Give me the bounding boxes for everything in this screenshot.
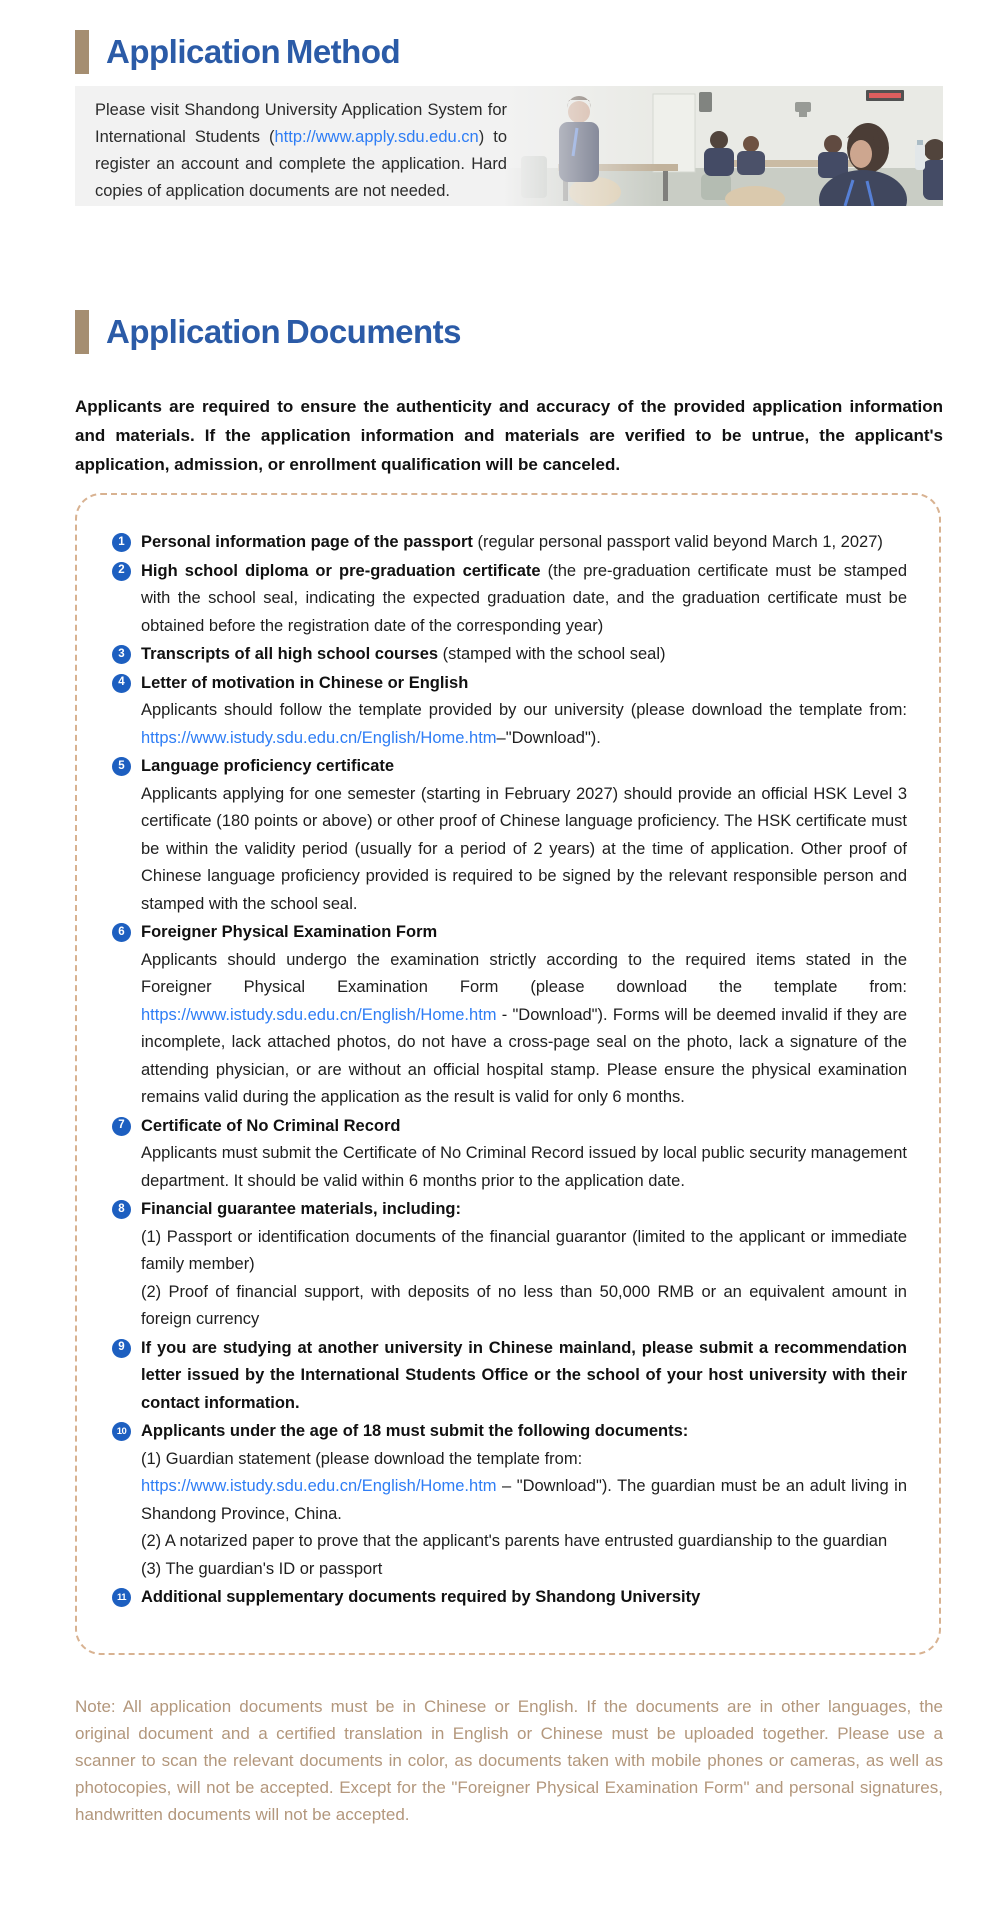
document-item-8 [112, 1196, 907, 1334]
classroom-photo-illustration [503, 86, 943, 206]
application-documents-title: Application Documents [106, 312, 462, 350]
item-detail: https://www.istudy.sdu.edu.cn/English/Home.htm – "Download"). The guardian must be an adult living in Shandong Province, China. [141, 1477, 907, 1523]
istudy-download-link[interactable]: https://www.istudy.sdu.edu.cn/English/Home.htm [141, 728, 497, 747]
item-title: Certificate of No Criminal Record [141, 1116, 401, 1135]
document-item-1 [112, 529, 907, 557]
item-number-badge: 11 [112, 1588, 131, 1607]
item-number-badge: 7 [112, 1117, 131, 1136]
application-method-title: Application Method [106, 32, 401, 70]
item-number-badge: 9 [112, 1339, 131, 1358]
document-item-6 [112, 919, 907, 1112]
item-detail: Applicants applying for one semester (starting in February 2027) should provide an official HSK Level 3 certificate (180 points or above) or other proof of Chinese language proficiency. The HSK certificate must be within the validity period (usually for a period of 2 years) at the time of application. Other proof of Chinese language proficiency provided is required to be signed by the relevant responsible person and stamped with the school seal. [141, 784, 907, 913]
item-content [141, 558, 907, 641]
item-number-badge: 10 [112, 1422, 131, 1441]
item-title: Additional supplementary documents required by Shandong University [141, 1588, 701, 1606]
item-number-badge: 5 [112, 757, 131, 776]
documents-note: Note: All application documents must be in Chinese or English. If the documents are in other languages, the original document and a certified translation in English or Chinese must be uploaded together. Please use a scanner to scan the relevant documents in color, as documents taken with mobile phones or cameras, as well as photocopies, will not be accepted. Except for the "Foreigner Physical Examination Form" and personal signatures, handwritten documents will not be accepted. [75, 1696, 943, 1824]
item-content [141, 670, 907, 753]
item-detail: (1) Passport or identification documents of the financial guarantor (limited to the applicant or immediate family member) [141, 1227, 907, 1273]
item-number-badge: 4 [112, 674, 131, 693]
item-number-badge: 6 [112, 923, 131, 942]
students-classroom-photo [503, 86, 943, 206]
item-content [141, 1418, 907, 1583]
apply-system-link[interactable]: http://www.apply.sdu.edu.cn [274, 128, 479, 146]
item-content [141, 1113, 907, 1196]
documents-intro-paragraph: Applicants are required to ensure the authenticity and accuracy of the provided application information and materials. If the application information and materials are verified to be untrue, the applicant's application, admission, or enrollment qualification will be canceled. [75, 397, 943, 474]
item-content [141, 919, 907, 1112]
item-title: Applicants under the age of 18 must submit the following documents: [141, 1422, 689, 1440]
document-item-5 [112, 753, 907, 918]
istudy-download-link[interactable]: https://www.istudy.sdu.edu.cn/English/Home.htm [141, 1477, 497, 1495]
header-accent-bar [75, 310, 89, 354]
item-title: Foreigner Physical Examination Form [141, 923, 438, 941]
document-item-7 [112, 1113, 907, 1196]
document-item-3 [112, 641, 907, 669]
item-title: Language proficiency certificate [141, 757, 395, 775]
document-item-4 [112, 670, 907, 753]
item-title: Letter of motivation in Chinese or English [141, 673, 469, 692]
item-title: Personal information page of the passport (regular personal passport valid beyond March 1, 2027) [141, 533, 883, 551]
item-detail: (1) Guardian statement (please download the template from: [141, 1449, 583, 1468]
item-number-badge: 1 [112, 533, 131, 552]
item-detail: (3) The guardian's ID or passport [141, 1559, 383, 1578]
item-content [141, 1335, 907, 1418]
item-title: Transcripts of all high school courses (stamped with the school seal) [141, 645, 666, 663]
document-item-11 [112, 1584, 907, 1612]
method-paragraph: Please visit Shandong University Application System for International Students (http://www.apply.sdu.edu.cn) to register an account and complete the application. Hard copies of application documents are not needed. [95, 101, 507, 200]
item-content [141, 1196, 907, 1334]
item-number-badge: 8 [112, 1200, 131, 1219]
document-item-2 [112, 558, 907, 641]
document-item-9 [112, 1335, 907, 1418]
item-title: If you are studying at another university in Chinese mainland, please submit a recommendation letter issued by the International Students Office or the school of your host university with their contact information. [141, 1338, 907, 1412]
item-detail: (2) Proof of financial support, with deposits of no less than 50,000 RMB or an equivalent amount in foreign currency [141, 1282, 907, 1328]
item-detail: Applicants should follow the template provided by our university (please download the template from: https://www.istudy.sdu.edu.cn/English/Home.htm–"Download"). [141, 701, 907, 747]
item-content [141, 1584, 907, 1612]
item-detail: Applicants should undergo the examination strictly according to the required items stated in the Foreigner Physical Examination Form (please download the template from: https://www.istudy.sdu.edu.cn/English/Home.htm - "Download"). Forms will be deemed invalid if they are incomplete, lack attached photos, do not have a cross-page seal on the photo, lack a signature of the attending physician, or are without an official hospital stamp. Please ensure the physical examination remains valid during the application as the result is valid for only 6 months. [141, 950, 907, 1106]
item-content [141, 641, 907, 669]
item-detail: Applicants must submit the Certificate of No Criminal Record issued by local public security management department. It should be valid within 6 months prior to the application date. [141, 1144, 907, 1190]
item-content [141, 529, 907, 557]
item-detail: (2) A notarized paper to prove that the applicant's parents have entrusted guardianship to the guardian [141, 1532, 888, 1550]
header-accent-bar [75, 30, 89, 74]
document-item-10 [112, 1418, 907, 1583]
item-number-badge: 3 [112, 645, 131, 664]
item-title: High school diploma or pre-graduation certificate (the pre-graduation certificate must be stamped with the school seal, indicating the expected graduation date, and the graduation certificate must be obtained before the registration date of the corresponding year) [141, 561, 907, 635]
item-content [141, 753, 907, 918]
section-header-documents [75, 310, 1000, 354]
application-method-section [0, 30, 1000, 206]
istudy-download-link[interactable]: https://www.istudy.sdu.edu.cn/English/Home.htm [141, 1005, 497, 1024]
application-documents-section [0, 310, 1000, 1828]
section-header-method [75, 30, 1000, 74]
item-number-badge: 2 [112, 562, 131, 581]
item-title: Financial guarantee materials, including: [141, 1200, 461, 1218]
documents-list [75, 493, 941, 1655]
method-info-box [75, 86, 943, 206]
